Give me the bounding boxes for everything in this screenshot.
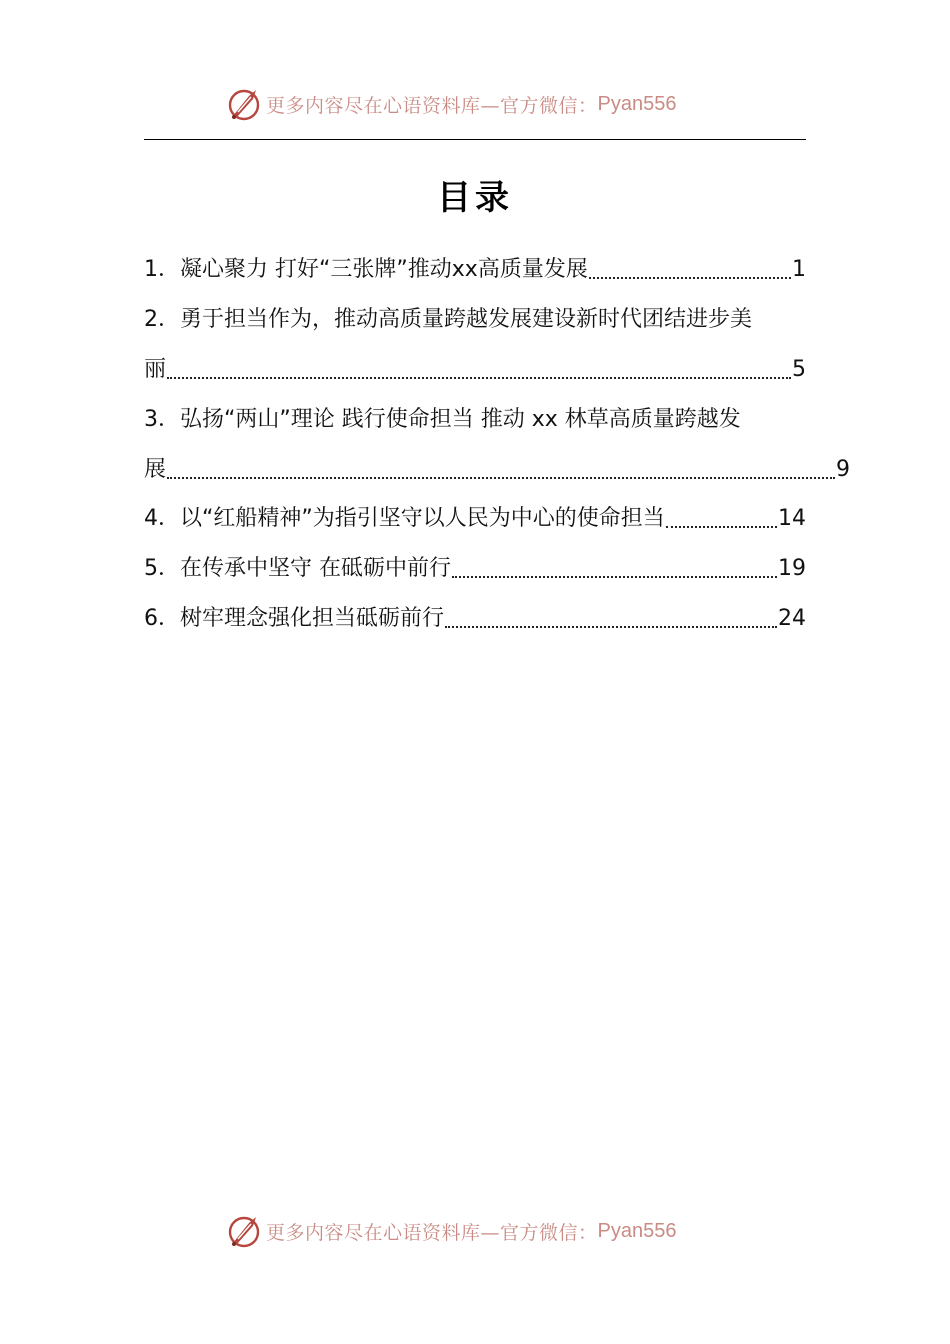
toc-page-number: 5 (792, 357, 806, 382)
toc-entry-title: 凝心聚力 打好“三张牌”推动xx高质量发展 (180, 257, 588, 282)
toc-entry-title-continued: 展 (144, 457, 167, 482)
toc-entry-title: 在传承中坚守 在砥砺中前行 (180, 556, 451, 581)
toc-entry-title: 弘扬“两山”理论 践行使命担当 推动 xx 林草高质量跨越发 (180, 407, 741, 432)
watermark-text: 更多内容尽在心语资料库—官方微信： (266, 94, 598, 117)
toc-page-number: 1 (792, 257, 806, 282)
footer-watermark (226, 1211, 676, 1251)
toc-entry-6[interactable] (144, 603, 806, 635)
toc-entry-3-continued[interactable] (144, 454, 850, 486)
header-divider (144, 139, 806, 140)
header-watermark (226, 84, 676, 124)
toc-entry-number: 5． (144, 556, 180, 581)
toc-entry-number: 4． (144, 506, 180, 531)
toc-page-number: 9 (836, 457, 850, 482)
toc-entry-title: 树牢理念强化担当砥砺前行 (180, 606, 445, 631)
toc-dot-leader (666, 526, 777, 528)
toc-page-number: 19 (778, 556, 806, 581)
toc-entry-title: 勇于担当作为，推动高质量跨越发展建设新时代团结进步美 (180, 307, 753, 332)
toc-entry-2[interactable] (144, 304, 806, 336)
toc-entry-5[interactable] (144, 553, 806, 585)
watermark-contact-id: Pyan556 (597, 1219, 677, 1242)
watermark-text: 更多内容尽在心语资料库—官方微信： (266, 1221, 598, 1244)
toc-dot-leader (167, 477, 835, 479)
toc-page-number: 24 (778, 606, 806, 631)
toc-dot-leader (167, 377, 791, 379)
toc-title: 目录 (437, 178, 513, 218)
toc-entry-title: 以“红船精神”为指引坚守以人民为中心的使命担当 (180, 506, 665, 531)
toc-entry-2-continued[interactable] (144, 354, 806, 386)
watermark-contact-id: Pyan556 (597, 92, 677, 115)
toc-entry-3[interactable] (144, 404, 806, 436)
pen-nib-icon (226, 86, 262, 122)
toc-entry-title-continued: 丽 (144, 357, 167, 382)
toc-dot-leader (589, 277, 791, 279)
toc-entry-number: 6． (144, 606, 180, 631)
toc-entry-1[interactable] (144, 254, 806, 286)
toc-entry-number: 1． (144, 257, 180, 282)
pen-nib-icon (226, 1213, 262, 1249)
toc-dot-leader (452, 576, 777, 578)
toc-page-number: 14 (778, 506, 806, 531)
toc-entry-number: 2． (144, 307, 180, 332)
toc-entry-4[interactable] (144, 503, 806, 535)
toc-dot-leader (445, 626, 777, 628)
toc-entry-number: 3． (144, 407, 180, 432)
